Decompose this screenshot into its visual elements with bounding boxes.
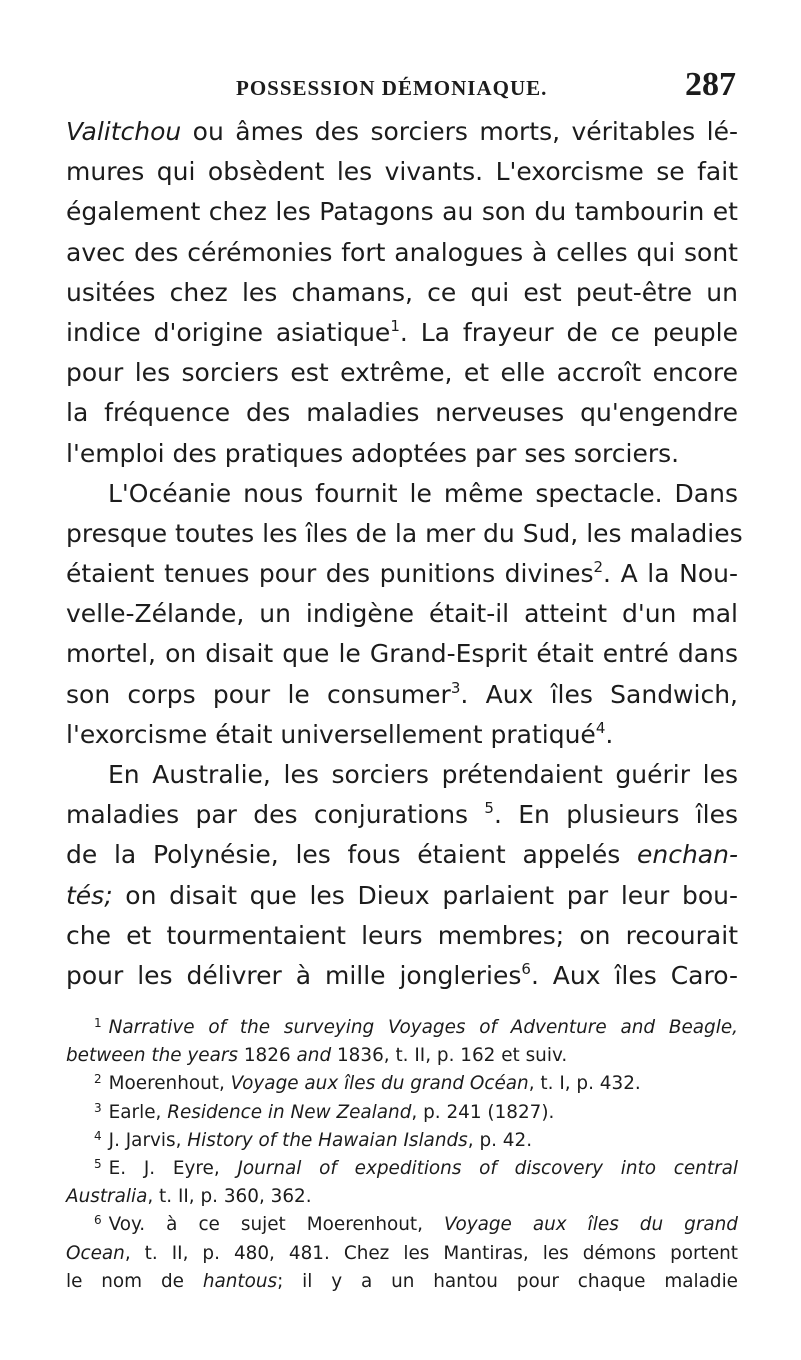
text-span: . En plusieurs îles — [493, 800, 738, 830]
text-line — [66, 313, 738, 353]
text-line: velle-Zélande, un indigène était-il atteint d'un mal — [66, 599, 738, 629]
footnote-text: 1826 — [238, 1045, 297, 1067]
text-line: l'emploi des pratiques adoptées par ses sorciers. — [66, 438, 680, 468]
text-line — [66, 835, 738, 875]
body-text — [66, 112, 743, 996]
footnote-title: between the years — [66, 1045, 239, 1067]
footnote-title: Residence in New Zealand — [167, 1101, 412, 1123]
text-span: on disait que les Dieux parlaient par leur bou- — [112, 880, 738, 910]
text-line: mures qui obsèdent les vivants. L'exorcisme se fait — [66, 157, 738, 187]
footnote-text: J. Jarvis, — [108, 1129, 188, 1151]
text-span: . Aux îles Caro- — [530, 960, 738, 990]
footnote-title: hantous — [202, 1270, 278, 1292]
footnote-text: , t. I, p. 432. — [528, 1073, 641, 1095]
footnote-ref: 1 — [390, 316, 400, 335]
footnote-text: ; il y a un hantou pour chaque maladie — [277, 1270, 738, 1292]
footnote-2 — [66, 1070, 738, 1098]
footnote-title: Ocean — [66, 1242, 125, 1264]
footnote-number: 6 — [94, 1213, 102, 1228]
text-span: maladies par des conjurations — [66, 800, 485, 830]
footnote-title: Voyage aux îles du grand Océan — [230, 1073, 529, 1095]
footnote-text: 1836, t. II, p. 162 et suiv. — [331, 1045, 568, 1067]
footnote-text: Earle, — [108, 1101, 168, 1123]
footnotes — [66, 1014, 738, 1296]
text-span: . A la Nou- — [603, 559, 738, 589]
footnote-number: 2 — [94, 1072, 102, 1087]
text-line: presque toutes les îles de la mer du Sud, les maladies — [66, 518, 743, 548]
italic-term: Valitchou — [66, 117, 182, 146]
footnote-title: Voyage aux îles du grand — [443, 1214, 738, 1236]
footnote-title: Australia — [66, 1186, 148, 1208]
footnote-6 — [66, 1211, 738, 1239]
footnote-text: , t. II, p. 480, 481. Chez les Mantiras, les démons portent — [124, 1242, 738, 1264]
footnote-4 — [66, 1127, 738, 1155]
text-span: . La frayeur de ce peuple — [399, 317, 739, 347]
text-line — [66, 112, 738, 152]
footnote-title: Journal of expeditions of discovery into central — [237, 1157, 738, 1179]
text-line: également chez les Patagons au son du tambourin et — [66, 197, 738, 227]
footnote-number: 3 — [94, 1100, 102, 1115]
footnote-ref: 3 — [450, 678, 461, 697]
footnote-5 — [66, 1155, 738, 1183]
footnote-1-continued — [66, 1042, 738, 1070]
text-span: ou âmes des sorciers morts, véritables lé- — [181, 117, 738, 146]
footnote-title: and — [296, 1045, 332, 1067]
footnote-text: , p. 241 (1827). — [411, 1101, 555, 1123]
text-line — [66, 795, 738, 835]
text-line: En Australie, les sorciers prétendaient guérir les — [108, 760, 738, 789]
text-line: mortel, on disait que le Grand-Esprit était entré dans — [66, 639, 738, 669]
text-line: la fréquence des maladies nerveuses qu'engendre — [66, 398, 738, 428]
running-head: POSSESSION DÉMONIAQUE. — [236, 76, 548, 100]
footnote-title: Narrative of the surveying Voyages of Adventure and Beagle, — [108, 1017, 738, 1038]
text-span: de la Polynésie, les fous étaient appelés — [66, 840, 637, 870]
text-span: étaient tenues pour des punitions divines — [66, 559, 594, 589]
text-span: l'exorcisme était universellement pratiqué — [66, 719, 596, 749]
footnote-text: , t. II, p. 360, 362. — [147, 1186, 312, 1208]
footnote-number: 1 — [94, 1016, 102, 1030]
footnote-1 — [66, 1014, 738, 1042]
footnote-text: Voy. à ce sujet Moerenhout, — [108, 1214, 444, 1236]
footnote-3 — [66, 1099, 738, 1127]
text-span: pour les délivrer à mille jongleries — [66, 960, 522, 990]
text-span: indice d'origine asiatique — [66, 317, 391, 347]
italic-term: tés; — [66, 880, 113, 910]
text-line — [66, 675, 738, 715]
text-line: pour les sorciers est extrême, et elle accroît encore — [66, 358, 738, 388]
page-header — [66, 66, 738, 112]
page-number: 287 — [685, 66, 736, 103]
footnote-text: Moerenhout, — [108, 1073, 231, 1095]
footnote-text: le nom de — [66, 1270, 203, 1292]
text-span: . — [605, 719, 614, 749]
text-line — [66, 956, 738, 996]
text-span: son corps pour le consumer — [66, 679, 451, 709]
footnote-text: E. J. Eyre, — [108, 1157, 238, 1179]
text-line: L'Océanie nous fournit le même spectacle. Dans — [108, 478, 738, 508]
text-line: che et tourmentaient leurs membres; on recourait — [66, 920, 738, 950]
footnote-ref: 5 — [484, 799, 494, 818]
italic-term: enchan- — [636, 840, 738, 870]
footnote-number: 5 — [94, 1156, 102, 1171]
footnote-5-continued — [66, 1183, 738, 1211]
footnote-6-continued — [66, 1240, 738, 1268]
text-line — [66, 715, 738, 755]
text-line: avec des cérémonies fort analogues à celles qui sont — [66, 237, 738, 267]
footnote-ref: 6 — [521, 959, 531, 978]
footnote-number: 4 — [94, 1128, 102, 1143]
footnote-ref: 4 — [595, 718, 606, 737]
footnote-title: History of the Hawaian Islands — [187, 1129, 468, 1151]
footnote-6-continued — [66, 1268, 738, 1296]
text-line: usitées chez les chamans, ce qui est peut-être un — [66, 277, 738, 307]
text-line — [66, 876, 738, 916]
text-line — [66, 554, 738, 594]
text-span: . Aux îles Sandwich, — [460, 679, 738, 709]
footnote-text: , p. 42. — [467, 1129, 533, 1151]
footnote-ref: 2 — [593, 558, 604, 577]
